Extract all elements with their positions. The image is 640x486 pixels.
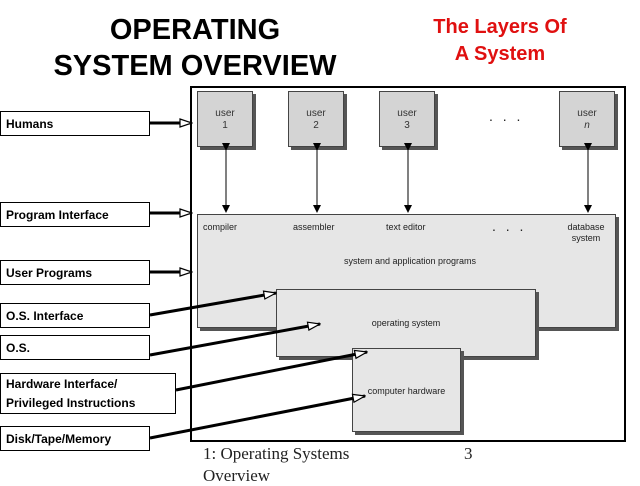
hardware-interface-line-1: Hardware Interface/ (6, 376, 118, 391)
user-number: 1 (222, 120, 228, 131)
system-programs-label: system and application programs (343, 256, 477, 266)
database-label-line-1: database (567, 222, 605, 232)
footer-page-number: 3 (464, 444, 473, 463)
os-interface-label: O.S. Interface (0, 303, 150, 328)
programs-ellipsis: . . . (492, 218, 527, 234)
os-label: O.S. (0, 335, 150, 360)
user-label: user (577, 108, 597, 119)
user-number: 2 (313, 120, 319, 131)
humans-label: Humans (0, 111, 150, 136)
computer-hardware-label: computer hardware (367, 386, 446, 396)
user-programs-label: User Programs (0, 260, 150, 285)
hardware-interface-line-2: Privileged Instructions (6, 395, 136, 410)
operating-system-label: operating system (371, 318, 441, 328)
footer-course-line-2: Overview (203, 466, 271, 485)
user-label: user (397, 108, 417, 119)
hardware-interface-arrow (176, 352, 367, 390)
text-editor-label: text editor (386, 222, 426, 232)
subtitle-line-1: The Layers Of (433, 16, 567, 38)
user-number: n (584, 120, 590, 131)
program-interface-label: Program Interface (0, 202, 150, 227)
user-number: 3 (404, 120, 410, 131)
user-label: user (215, 108, 235, 119)
os-interface-arrow (150, 293, 276, 315)
users-ellipsis: . . . (489, 108, 524, 124)
disk-arrow (150, 396, 365, 438)
disk-tape-memory-label: Disk/Tape/Memory (0, 426, 150, 451)
compiler-label: compiler (203, 222, 238, 232)
database-label-line-2: system (571, 233, 601, 243)
title-line-2: SYSTEM OVERVIEW (53, 50, 337, 82)
os-arrow (150, 324, 320, 355)
assembler-label: assembler (293, 222, 335, 232)
subtitle-line-2: A System (454, 43, 546, 65)
user-label: user (306, 108, 326, 119)
footer-course-line-1: 1: Operating Systems (203, 444, 350, 463)
title-line-1: OPERATING (109, 14, 281, 46)
